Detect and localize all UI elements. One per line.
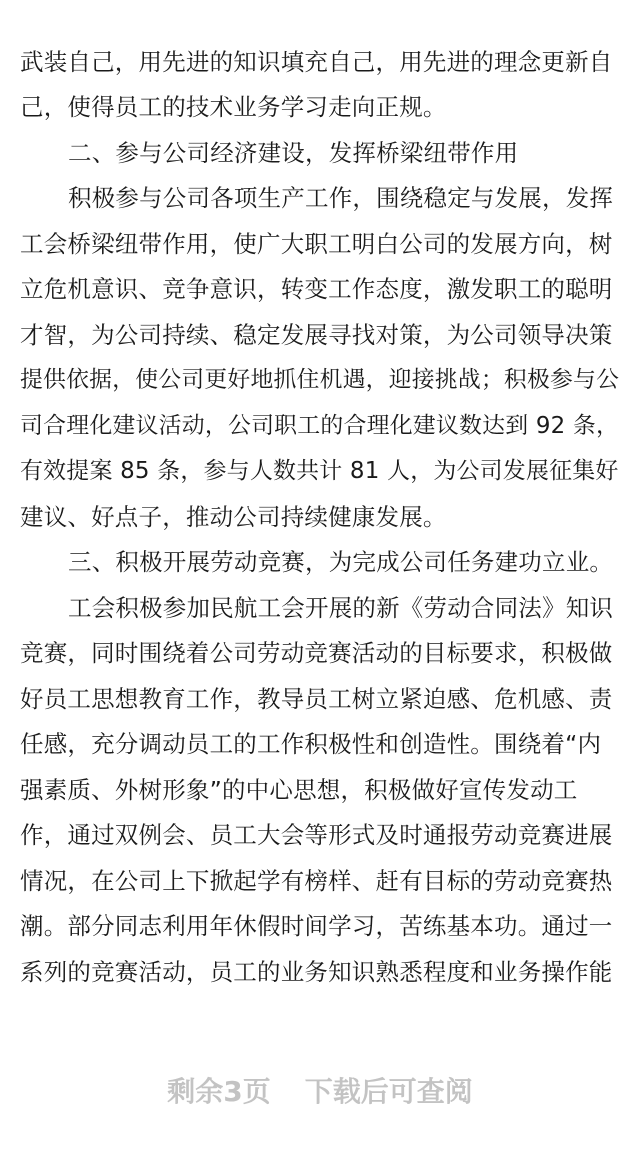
text-line-21: 系列的竞赛活动，员工的业务知识熟悉程度和业务操作能 [20,958,613,986]
download-prompt[interactable] [0,1068,640,1116]
download-to-view-label: 下载后可查阅 [304,1075,473,1108]
text-line-4: 积极参与公司各项生产工作，围绕稳定与发展，发挥 [68,184,614,212]
text-line-2: 己，使得员工的技术业务学习走向正规。 [20,93,447,121]
text-line-6: 立危机意识、竞争意识，转变工作态度，激发职工的聪明 [20,275,613,303]
text-line-15: 好员工思想教育工作，教导员工树立紧迫感、危机感、责 [20,685,613,713]
text-line-16: 任感，充分调动员工的工作积极性和创造性。围绕着“内 [20,730,602,758]
text-line-8: 提供依据，使公司更好地抓住机遇，迎接挑战；积极参与公 [20,367,620,393]
remaining-pages-label: 剩余3页 [167,1075,271,1108]
text-line-17: 强素质、外树形象”的中心思想，积极做好宣传发动工 [20,776,578,804]
text-line-14: 竞赛，同时围绕着公司劳动竞赛活动的目标要求，积极做 [20,639,613,667]
text-line-7: 才智，为公司持续、稳定发展寻找对策，为公司领导决策 [20,321,613,349]
text-line-19: 情况，在公司上下掀起学有榜样、赶有目标的劳动竞赛热 [20,867,613,895]
text-line-11: 建议、好点子，推动公司持续健康发展。 [20,503,447,531]
section-heading-3: 三、积极开展劳动竞赛，为完成公司任务建功立业。 [68,548,614,576]
text-line-20: 潮。部分同志利用年休假时间学习，苦练基本功。通过一 [20,912,613,940]
text-line-13: 工会积极参加民航工会开展的新《劳动合同法》知识 [68,594,614,622]
text-line-9: 司合理化建议活动，公司职工的合理化建议数达到 92 条， [20,413,620,439]
section-heading-2: 二、参与公司经济建设，发挥桥梁纽带作用 [68,139,519,167]
text-line-18: 作，通过双例会、员工大会等形式及时通报劳动竞赛进展 [20,821,613,849]
text-line-1: 武装自己，用先进的知识填充自己，用先进的理念更新自 [20,48,613,76]
text-line-10: 有效提案 85 条，参与人数共计 81 人，为公司发展征集好 [20,458,619,484]
text-line-5: 工会桥梁纽带作用，使广大职工明白公司的发展方向，树 [20,230,613,258]
